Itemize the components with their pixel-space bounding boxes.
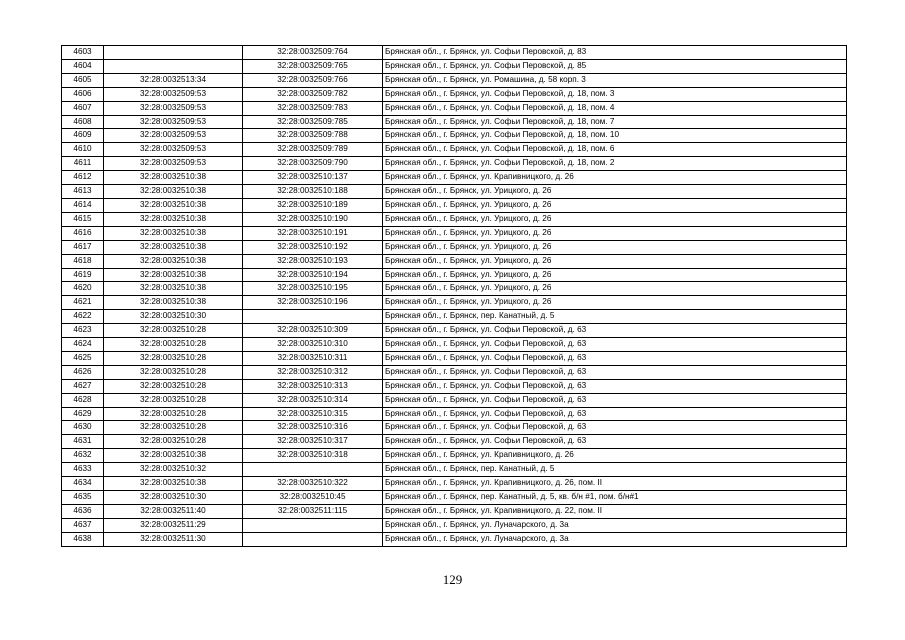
- parent-cadastral-cell: 32:28:0032511:40: [104, 504, 243, 518]
- address-cell: Брянская обл., г. Брянск, пер. Канатный, д. 5: [383, 463, 847, 477]
- cadastral-number-cell: 32:28:0032510:316: [243, 421, 383, 435]
- row-number-cell: 4638: [62, 532, 104, 546]
- cadastral-number-cell: 32:28:0032509:790: [243, 157, 383, 171]
- address-cell: Брянская обл., г. Брянск, ул. Софьи Перовской, д. 18, пом. 4: [383, 101, 847, 115]
- address-cell: Брянская обл., г. Брянск, ул. Крапивницкого, д. 26, пом. II: [383, 477, 847, 491]
- parent-cadastral-cell: [104, 59, 243, 73]
- row-number-cell: 4629: [62, 407, 104, 421]
- row-number-cell: 4627: [62, 379, 104, 393]
- table-row: [62, 212, 847, 226]
- table-row: [62, 477, 847, 491]
- parent-cadastral-cell: 32:28:0032510:38: [104, 185, 243, 199]
- cadastral-number-cell: 32:28:0032510:188: [243, 185, 383, 199]
- parent-cadastral-cell: 32:28:0032511:30: [104, 532, 243, 546]
- table-row: [62, 518, 847, 532]
- row-number-cell: 4636: [62, 504, 104, 518]
- row-number-cell: 4612: [62, 171, 104, 185]
- row-number-cell: 4620: [62, 282, 104, 296]
- address-cell: Брянская обл., г. Брянск, пер. Канатный, д. 5: [383, 310, 847, 324]
- table-row: [62, 87, 847, 101]
- cadastral-number-cell: 32:28:0032510:45: [243, 491, 383, 505]
- parent-cadastral-cell: 32:28:0032510:28: [104, 379, 243, 393]
- parent-cadastral-cell: 32:28:0032510:38: [104, 268, 243, 282]
- table-row: [62, 463, 847, 477]
- row-number-cell: 4634: [62, 477, 104, 491]
- cadastral-number-cell: [243, 310, 383, 324]
- address-cell: Брянская обл., г. Брянск, ул. Урицкого, д. 26: [383, 185, 847, 199]
- cadastral-number-cell: 32:28:0032509:766: [243, 73, 383, 87]
- cadastral-number-cell: 32:28:0032510:322: [243, 477, 383, 491]
- row-number-cell: 4603: [62, 46, 104, 60]
- parent-cadastral-cell: 32:28:0032510:28: [104, 407, 243, 421]
- table-row: [62, 449, 847, 463]
- address-cell: Брянская обл., г. Брянск, ул. Софьи Перовской, д. 18, пом. 7: [383, 115, 847, 129]
- address-cell: Брянская обл., г. Брянск, ул. Луначарского, д. 3а: [383, 518, 847, 532]
- parent-cadastral-cell: 32:28:0032510:30: [104, 491, 243, 505]
- cadastral-number-cell: 32:28:0032510:190: [243, 212, 383, 226]
- address-cell: Брянская обл., г. Брянск, ул. Софьи Перовской, д. 18, пом. 6: [383, 143, 847, 157]
- row-number-cell: 4630: [62, 421, 104, 435]
- address-cell: Брянская обл., г. Брянск, ул. Ромашина, д. 58 корп. 3: [383, 73, 847, 87]
- cadastral-number-cell: 32:28:0032511:115: [243, 504, 383, 518]
- row-number-cell: 4632: [62, 449, 104, 463]
- table-row: [62, 59, 847, 73]
- cadastral-number-cell: 32:28:0032509:788: [243, 129, 383, 143]
- row-number-cell: 4635: [62, 491, 104, 505]
- row-number-cell: 4616: [62, 226, 104, 240]
- table-row: [62, 365, 847, 379]
- cadastral-number-cell: [243, 518, 383, 532]
- address-cell: Брянская обл., г. Брянск, ул. Урицкого, д. 26: [383, 212, 847, 226]
- cadastral-number-cell: 32:28:0032510:192: [243, 240, 383, 254]
- address-cell: Брянская обл., г. Брянск, ул. Урицкого, д. 26: [383, 254, 847, 268]
- cadastral-number-cell: 32:28:0032509:782: [243, 87, 383, 101]
- row-number-cell: 4623: [62, 324, 104, 338]
- cadastral-number-cell: [243, 532, 383, 546]
- row-number-cell: 4607: [62, 101, 104, 115]
- table-row: [62, 407, 847, 421]
- row-number-cell: 4622: [62, 310, 104, 324]
- parent-cadastral-cell: 32:28:0032510:38: [104, 212, 243, 226]
- parent-cadastral-cell: 32:28:0032509:53: [104, 115, 243, 129]
- row-number-cell: 4613: [62, 185, 104, 199]
- parent-cadastral-cell: 32:28:0032509:53: [104, 101, 243, 115]
- address-cell: Брянская обл., г. Брянск, ул. Софьи Перовской, д. 63: [383, 338, 847, 352]
- table-row: [62, 351, 847, 365]
- row-number-cell: 4609: [62, 129, 104, 143]
- address-cell: Брянская обл., г. Брянск, ул. Софьи Перовской, д. 63: [383, 407, 847, 421]
- table-row: [62, 101, 847, 115]
- address-cell: Брянская обл., г. Брянск, ул. Урицкого, д. 26: [383, 282, 847, 296]
- table-row: [62, 296, 847, 310]
- parent-cadastral-cell: 32:28:0032510:28: [104, 365, 243, 379]
- table-row: [62, 504, 847, 518]
- parent-cadastral-cell: 32:28:0032510:28: [104, 393, 243, 407]
- cadastral-number-cell: 32:28:0032510:195: [243, 282, 383, 296]
- row-number-cell: 4604: [62, 59, 104, 73]
- row-number-cell: 4605: [62, 73, 104, 87]
- parent-cadastral-cell: 32:28:0032510:28: [104, 324, 243, 338]
- address-cell: Брянская обл., г. Брянск, ул. Софьи Перовской, д. 63: [383, 351, 847, 365]
- table-row: [62, 379, 847, 393]
- parent-cadastral-cell: 32:28:0032513:34: [104, 73, 243, 87]
- parent-cadastral-cell: 32:28:0032510:38: [104, 254, 243, 268]
- parent-cadastral-cell: 32:28:0032510:38: [104, 198, 243, 212]
- table-row: [62, 226, 847, 240]
- parent-cadastral-cell: 32:28:0032510:38: [104, 171, 243, 185]
- row-number-cell: 4637: [62, 518, 104, 532]
- address-cell: Брянская обл., г. Брянск, ул. Крапивницкого, д. 26: [383, 171, 847, 185]
- table-row: [62, 324, 847, 338]
- cadastral-number-cell: 32:28:0032510:196: [243, 296, 383, 310]
- cadastral-number-cell: 32:28:0032510:317: [243, 435, 383, 449]
- cadastral-number-cell: 32:28:0032509:783: [243, 101, 383, 115]
- row-number-cell: 4631: [62, 435, 104, 449]
- parent-cadastral-cell: 32:28:0032509:53: [104, 157, 243, 171]
- address-cell: Брянская обл., г. Брянск, ул. Софьи Перовской, д. 63: [383, 365, 847, 379]
- cadastral-number-cell: 32:28:0032510:193: [243, 254, 383, 268]
- address-cell: Брянская обл., г. Брянск, ул. Софьи Перовской, д. 83: [383, 46, 847, 60]
- address-cell: Брянская обл., г. Брянск, ул. Луначарского, д. 3а: [383, 532, 847, 546]
- address-cell: Брянская обл., г. Брянск, ул. Крапивницкого, д. 26: [383, 449, 847, 463]
- address-cell: Брянская обл., г. Брянск, ул. Урицкого, д. 26: [383, 198, 847, 212]
- row-number-cell: 4608: [62, 115, 104, 129]
- page-number: 129: [442, 572, 463, 587]
- cadastral-number-cell: 32:28:0032510:189: [243, 198, 383, 212]
- table-row: [62, 254, 847, 268]
- row-number-cell: 4611: [62, 157, 104, 171]
- table-row: [62, 532, 847, 546]
- row-number-cell: 4610: [62, 143, 104, 157]
- cadastral-number-cell: 32:28:0032509:785: [243, 115, 383, 129]
- parent-cadastral-cell: 32:28:0032510:38: [104, 240, 243, 254]
- row-number-cell: 4628: [62, 393, 104, 407]
- address-cell: Брянская обл., г. Брянск, ул. Урицкого, д. 26: [383, 268, 847, 282]
- table-row: [62, 171, 847, 185]
- cadastral-number-cell: 32:28:0032510:194: [243, 268, 383, 282]
- cadastral-number-cell: 32:28:0032510:310: [243, 338, 383, 352]
- cadastral-number-cell: 32:28:0032510:191: [243, 226, 383, 240]
- parent-cadastral-cell: 32:28:0032510:28: [104, 435, 243, 449]
- registry-table-body: [62, 46, 847, 547]
- table-row: [62, 73, 847, 87]
- registry-table: [61, 45, 847, 547]
- parent-cadastral-cell: 32:28:0032510:38: [104, 449, 243, 463]
- row-number-cell: 4626: [62, 365, 104, 379]
- table-row: [62, 157, 847, 171]
- parent-cadastral-cell: 32:28:0032510:38: [104, 282, 243, 296]
- table-row: [62, 491, 847, 505]
- table-row: [62, 421, 847, 435]
- row-number-cell: 4617: [62, 240, 104, 254]
- row-number-cell: 4621: [62, 296, 104, 310]
- row-number-cell: 4615: [62, 212, 104, 226]
- parent-cadastral-cell: 32:28:0032510:28: [104, 338, 243, 352]
- parent-cadastral-cell: 32:28:0032510:30: [104, 310, 243, 324]
- table-row: [62, 282, 847, 296]
- table-row: [62, 185, 847, 199]
- address-cell: Брянская обл., г. Брянск, ул. Софьи Перовской, д. 18, пом. 3: [383, 87, 847, 101]
- cadastral-number-cell: 32:28:0032510:313: [243, 379, 383, 393]
- parent-cadastral-cell: 32:28:0032509:53: [104, 129, 243, 143]
- table-row: [62, 143, 847, 157]
- table-row: [62, 268, 847, 282]
- table-row: [62, 46, 847, 60]
- address-cell: Брянская обл., г. Брянск, ул. Крапивницкого, д. 22, пом. II: [383, 504, 847, 518]
- address-cell: Брянская обл., г. Брянск, ул. Софьи Перовской, д. 18, пом. 10: [383, 129, 847, 143]
- address-cell: Брянская обл., г. Брянск, ул. Софьи Перовской, д. 18, пом. 2: [383, 157, 847, 171]
- address-cell: Брянская обл., г. Брянск, ул. Урицкого, д. 26: [383, 240, 847, 254]
- parent-cadastral-cell: [104, 46, 243, 60]
- cadastral-number-cell: 32:28:0032510:314: [243, 393, 383, 407]
- row-number-cell: 4624: [62, 338, 104, 352]
- address-cell: Брянская обл., г. Брянск, ул. Софьи Перовской, д. 85: [383, 59, 847, 73]
- row-number-cell: 4619: [62, 268, 104, 282]
- row-number-cell: 4625: [62, 351, 104, 365]
- cadastral-number-cell: 32:28:0032510:315: [243, 407, 383, 421]
- cadastral-number-cell: 32:28:0032510:312: [243, 365, 383, 379]
- cadastral-number-cell: 32:28:0032509:764: [243, 46, 383, 60]
- cadastral-number-cell: 32:28:0032509:789: [243, 143, 383, 157]
- address-cell: Брянская обл., г. Брянск, пер. Канатный, д. 5, кв. б/н #1, пом. б/н#1: [383, 491, 847, 505]
- table-row: [62, 310, 847, 324]
- table-row: [62, 129, 847, 143]
- cadastral-number-cell: 32:28:0032510:311: [243, 351, 383, 365]
- table-row: [62, 115, 847, 129]
- parent-cadastral-cell: 32:28:0032509:53: [104, 143, 243, 157]
- cadastral-number-cell: 32:28:0032509:765: [243, 59, 383, 73]
- parent-cadastral-cell: 32:28:0032510:28: [104, 421, 243, 435]
- row-number-cell: 4618: [62, 254, 104, 268]
- parent-cadastral-cell: 32:28:0032510:38: [104, 296, 243, 310]
- address-cell: Брянская обл., г. Брянск, ул. Софьи Перовской, д. 63: [383, 324, 847, 338]
- parent-cadastral-cell: 32:28:0032510:38: [104, 477, 243, 491]
- cadastral-number-cell: [243, 463, 383, 477]
- address-cell: Брянская обл., г. Брянск, ул. Софьи Перовской, д. 63: [383, 379, 847, 393]
- table-row: [62, 198, 847, 212]
- address-cell: Брянская обл., г. Брянск, ул. Софьи Перовской, д. 63: [383, 421, 847, 435]
- row-number-cell: 4633: [62, 463, 104, 477]
- table-row: [62, 393, 847, 407]
- cadastral-number-cell: 32:28:0032510:137: [243, 171, 383, 185]
- cadastral-number-cell: 32:28:0032510:309: [243, 324, 383, 338]
- table-row: [62, 240, 847, 254]
- address-cell: Брянская обл., г. Брянск, ул. Урицкого, д. 26: [383, 296, 847, 310]
- parent-cadastral-cell: 32:28:0032509:53: [104, 87, 243, 101]
- parent-cadastral-cell: 32:28:0032511:29: [104, 518, 243, 532]
- address-cell: Брянская обл., г. Брянск, ул. Урицкого, д. 26: [383, 226, 847, 240]
- table-row: [62, 338, 847, 352]
- table-row: [62, 435, 847, 449]
- parent-cadastral-cell: 32:28:0032510:32: [104, 463, 243, 477]
- address-cell: Брянская обл., г. Брянск, ул. Софьи Перовской, д. 63: [383, 435, 847, 449]
- parent-cadastral-cell: 32:28:0032510:38: [104, 226, 243, 240]
- row-number-cell: 4614: [62, 198, 104, 212]
- row-number-cell: 4606: [62, 87, 104, 101]
- address-cell: Брянская обл., г. Брянск, ул. Софьи Перовской, д. 63: [383, 393, 847, 407]
- cadastral-number-cell: 32:28:0032510:318: [243, 449, 383, 463]
- parent-cadastral-cell: 32:28:0032510:28: [104, 351, 243, 365]
